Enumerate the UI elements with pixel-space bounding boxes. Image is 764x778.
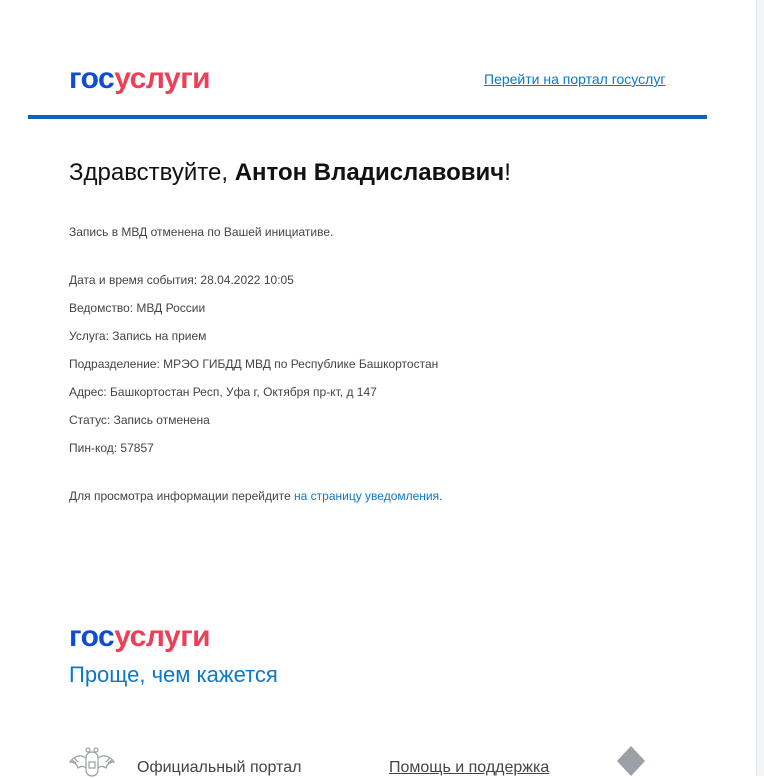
app-badge-icon[interactable] [617,746,645,776]
help-support-link[interactable]: Помощь и поддержка [389,759,550,776]
footer-gosuslugi-logo[interactable] [69,620,210,654]
window-edge [756,0,764,776]
footnote-text: Для просмотра информации перейдите [69,489,295,503]
greeting-heading [69,157,511,189]
footer-slogan: Проще, чем кажется [69,662,278,687]
gosuslugi-logo[interactable] [69,62,210,96]
go-to-portal-link[interactable]: Перейти на портал госуслуг [484,71,666,87]
notification-footnote [69,489,442,503]
detail-service: Услуга: Запись на прием [69,329,207,343]
greeting-prefix: Здравствуйте, [69,159,235,186]
detail-status: Статус: Запись отменена [69,413,210,427]
greeting-suffix: ! [504,159,511,186]
detail-pin-code: Пин-код: 57857 [69,441,154,455]
footer-logo-part-gos: гос [69,620,115,653]
notification-intro: Запись в МВД отменена по Вашей инициативе. [69,225,334,239]
detail-division: Подразделение: МРЭО ГИБДД МВД по Республике Башкортостан [69,357,439,371]
notification-page-link[interactable]: на страницу уведомления [294,489,440,503]
footnote-end: . [439,489,443,503]
logo-part-uslugi: услуги [114,62,211,95]
detail-agency: Ведомство: МВД России [69,301,206,315]
detail-address: Адрес: Башкортостан Респ, Уфа г, Октября пр-кт, д 147 [69,385,377,399]
footer-logo-part-uslugi: услуги [114,620,211,653]
header-divider [28,115,707,119]
official-portal-label: Официальный портал [137,759,302,776]
recipient-name: Антон Владиславович [234,159,505,186]
logo-part-gos: гос [69,62,115,95]
coat-of-arms-icon [66,746,118,778]
detail-event-datetime: Дата и время события: 28.04.2022 10:05 [69,273,294,287]
